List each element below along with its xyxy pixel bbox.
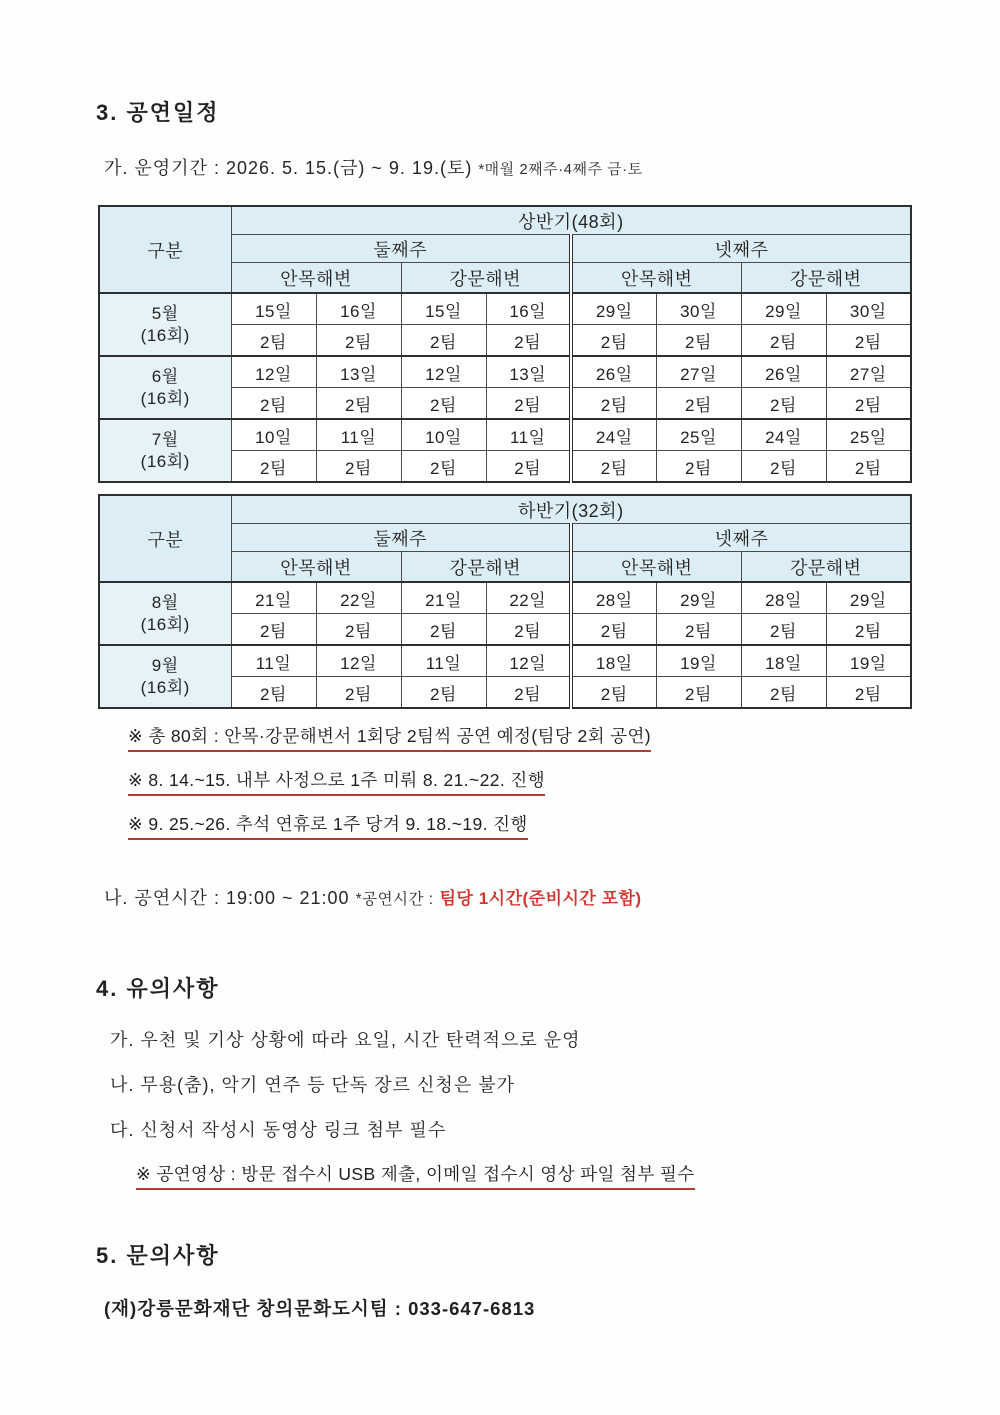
team-cell: 2팀 <box>486 388 571 420</box>
day-cell: 22일 <box>316 582 401 614</box>
footnote-row <box>128 813 912 840</box>
beach-header: 안목해변 <box>571 552 741 583</box>
team-cell: 2팀 <box>571 388 656 420</box>
month-cell <box>99 293 231 356</box>
corner-label: 구분 <box>99 206 231 293</box>
team-cell: 2팀 <box>656 451 741 483</box>
day-cell: 24일 <box>741 419 826 451</box>
team-cell: 2팀 <box>316 451 401 483</box>
team-cell: 2팀 <box>316 388 401 420</box>
day-cell: 11일 <box>486 419 571 451</box>
month-cell <box>99 419 231 482</box>
team-cell: 2팀 <box>401 614 486 646</box>
footnote-september-change: ※ 9. 25.~26. 추석 연휴로 1주 당겨 9. 18.~19. 진행 <box>128 813 528 840</box>
day-row <box>99 582 911 614</box>
section3-title: 3. 공연일정 <box>96 100 220 125</box>
beach-header: 강문해변 <box>741 552 911 583</box>
beach-header: 강문해변 <box>741 263 911 294</box>
week-header: 둘째주 <box>231 524 571 552</box>
team-cell: 2팀 <box>826 614 911 646</box>
day-cell: 24일 <box>571 419 656 451</box>
half-title: 하반기(32회) <box>231 495 911 524</box>
team-cell: 2팀 <box>741 451 826 483</box>
team-cell: 2팀 <box>231 388 316 420</box>
half-title: 상반기(48회) <box>231 206 911 235</box>
month-cell <box>99 356 231 419</box>
day-cell: 18일 <box>571 645 656 677</box>
team-cell: 2팀 <box>741 325 826 357</box>
team-cell: 2팀 <box>401 325 486 357</box>
day-cell: 25일 <box>656 419 741 451</box>
day-cell: 26일 <box>741 356 826 388</box>
schedule-footnotes <box>128 725 912 840</box>
week-header: 넷째주 <box>571 524 911 552</box>
notice-item-video-link: 다. 신청서 작성시 동영상 링크 첨부 필수 <box>110 1120 447 1140</box>
day-cell: 18일 <box>741 645 826 677</box>
section5-title: 5. 문의사항 <box>96 1243 220 1268</box>
month-label: 9월 <box>151 655 179 675</box>
month-cell <box>99 582 231 645</box>
team-cell: 2팀 <box>656 388 741 420</box>
team-cell: 2팀 <box>316 677 401 709</box>
beach-header: 안목해변 <box>571 263 741 294</box>
half-title-row <box>99 206 911 235</box>
team-cell: 2팀 <box>826 451 911 483</box>
day-cell: 19일 <box>656 645 741 677</box>
day-cell: 12일 <box>231 356 316 388</box>
team-cell: 2팀 <box>316 614 401 646</box>
day-cell: 16일 <box>486 293 571 325</box>
team-cell: 2팀 <box>231 677 316 709</box>
day-cell: 25일 <box>826 419 911 451</box>
contact-info-line: (재)강릉문화재단 창의문화도시팀 : 033-647-6813 <box>104 1298 536 1319</box>
team-cell: 2팀 <box>741 614 826 646</box>
footnote-total-performances: ※ 총 80회 : 안목·강문해변서 1회당 2팀씩 공연 예정(팀당 2회 공연) <box>128 725 651 752</box>
operating-period-note: *매월 2째주·4째주 금·토 <box>478 161 643 178</box>
month-label: 7월 <box>151 429 179 449</box>
beach-header: 강문해변 <box>401 552 571 583</box>
day-cell: 21일 <box>231 582 316 614</box>
team-cell: 2팀 <box>316 325 401 357</box>
half-title-row <box>99 495 911 524</box>
team-cell: 2팀 <box>656 325 741 357</box>
day-cell: 10일 <box>401 419 486 451</box>
beach-header: 강문해변 <box>401 263 571 294</box>
day-cell: 28일 <box>741 582 826 614</box>
day-row <box>99 356 911 388</box>
footnote-row <box>128 725 912 752</box>
day-cell: 27일 <box>826 356 911 388</box>
performance-time-highlight: 팀당 1시간(준비시간 포함) <box>439 889 642 908</box>
day-cell: 10일 <box>231 419 316 451</box>
operating-period-line <box>104 156 912 182</box>
team-cell: 2팀 <box>571 614 656 646</box>
day-cell: 30일 <box>656 293 741 325</box>
day-cell: 26일 <box>571 356 656 388</box>
team-cell: 2팀 <box>571 325 656 357</box>
month-label: 8월 <box>151 592 179 612</box>
team-cell: 2팀 <box>656 677 741 709</box>
schedule-table-first-half <box>98 205 912 483</box>
team-cell: 2팀 <box>231 614 316 646</box>
day-cell: 11일 <box>316 419 401 451</box>
footnote-row <box>128 769 912 796</box>
day-cell: 15일 <box>231 293 316 325</box>
month-count: (16회) <box>140 325 190 345</box>
operating-period-text: 가. 운영기간 : 2026. 5. 15.(금) ~ 9. 19.(토) <box>104 158 473 178</box>
team-cell: 2팀 <box>571 677 656 709</box>
performance-time-text: 나. 공연시간 : 19:00 ~ 21:00 <box>104 888 350 908</box>
footnote-row <box>136 1163 912 1190</box>
day-cell: 13일 <box>316 356 401 388</box>
day-cell: 29일 <box>571 293 656 325</box>
month-count: (16회) <box>140 388 190 408</box>
footnote-performance-video: ※ 공연영상 : 방문 접수시 USB 제출, 이메일 접수시 영상 파일 첨부 필수 <box>136 1163 695 1190</box>
day-cell: 11일 <box>401 645 486 677</box>
notice-items <box>110 1028 912 1190</box>
day-cell: 29일 <box>826 582 911 614</box>
team-cell: 2팀 <box>656 614 741 646</box>
team-cell: 2팀 <box>401 677 486 709</box>
notice-item-weather: 가. 우천 및 기상 상황에 따라 요일, 시간 탄력적으로 운영 <box>110 1030 581 1050</box>
week-header: 둘째주 <box>231 235 571 263</box>
day-cell: 16일 <box>316 293 401 325</box>
team-cell: 2팀 <box>826 677 911 709</box>
month-count: (16회) <box>140 614 190 634</box>
team-cell: 2팀 <box>571 451 656 483</box>
corner-label: 구분 <box>99 495 231 582</box>
day-cell: 12일 <box>486 645 571 677</box>
team-cell: 2팀 <box>741 677 826 709</box>
month-label: 6월 <box>151 366 179 386</box>
team-cell: 2팀 <box>826 325 911 357</box>
team-cell: 2팀 <box>486 677 571 709</box>
month-count: (16회) <box>140 451 190 471</box>
team-cell: 2팀 <box>401 451 486 483</box>
day-cell: 29일 <box>656 582 741 614</box>
day-cell: 12일 <box>316 645 401 677</box>
team-cell: 2팀 <box>486 325 571 357</box>
month-count: (16회) <box>140 677 190 697</box>
performance-time-line <box>104 886 912 912</box>
beach-header: 안목해변 <box>231 263 401 294</box>
team-cell: 2팀 <box>486 614 571 646</box>
notice-item-genre: 나. 무용(춤), 악기 연주 등 단독 장르 신청은 불가 <box>110 1075 515 1095</box>
day-cell: 13일 <box>486 356 571 388</box>
day-cell: 28일 <box>571 582 656 614</box>
day-cell: 27일 <box>656 356 741 388</box>
team-cell: 2팀 <box>231 325 316 357</box>
day-cell: 15일 <box>401 293 486 325</box>
day-cell: 22일 <box>486 582 571 614</box>
team-cell: 2팀 <box>401 388 486 420</box>
team-cell: 2팀 <box>826 388 911 420</box>
beach-header: 안목해변 <box>231 552 401 583</box>
month-cell <box>99 645 231 708</box>
day-row <box>99 419 911 451</box>
section4-title: 4. 유의사항 <box>96 976 220 1001</box>
team-cell: 2팀 <box>741 388 826 420</box>
month-label: 5월 <box>151 303 179 323</box>
day-cell: 11일 <box>231 645 316 677</box>
day-row <box>99 645 911 677</box>
week-header: 넷째주 <box>571 235 911 263</box>
team-cell: 2팀 <box>486 451 571 483</box>
day-cell: 29일 <box>741 293 826 325</box>
day-row <box>99 293 911 325</box>
day-cell: 19일 <box>826 645 911 677</box>
footnote-august-change: ※ 8. 14.~15. 내부 사정으로 1주 미뤄 8. 21.~22. 진행 <box>128 769 545 796</box>
performance-time-sublabel: *공연시간 : <box>355 891 434 908</box>
day-cell: 30일 <box>826 293 911 325</box>
day-cell: 21일 <box>401 582 486 614</box>
day-cell: 12일 <box>401 356 486 388</box>
schedule-table-second-half <box>98 494 912 709</box>
team-cell: 2팀 <box>231 451 316 483</box>
